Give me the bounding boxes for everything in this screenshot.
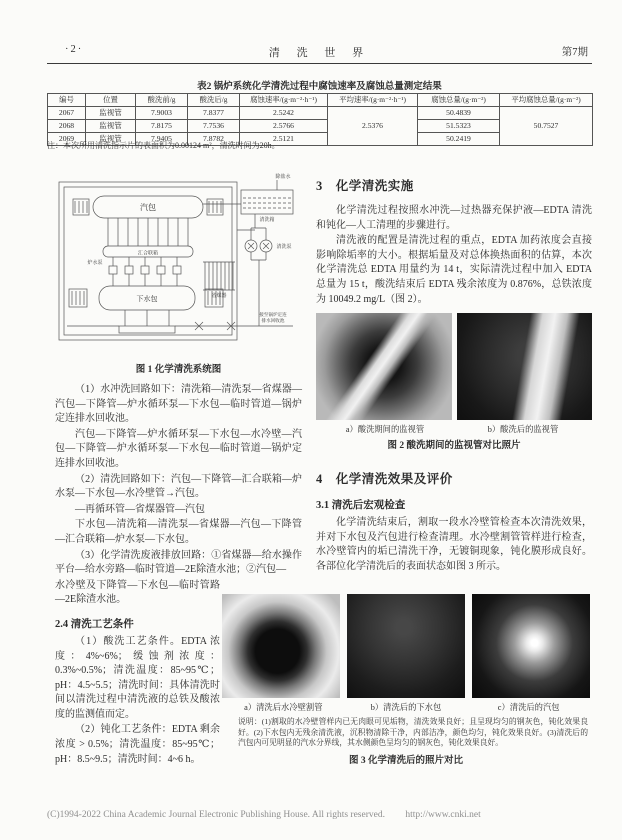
col-header: 腐蚀总量/(g·m⁻²) xyxy=(418,94,500,107)
cell-rate: 2.5766 xyxy=(240,120,328,133)
col-header: 编号 xyxy=(48,94,86,107)
cell-position: 监视管 xyxy=(86,107,136,120)
figure2-caption: 图 2 酸洗期间的监视管对比照片 xyxy=(387,441,521,452)
corrosion-table xyxy=(47,93,592,146)
cell-total: 50.2419 xyxy=(418,133,500,146)
photo-waterwall-tube-after-cleaning xyxy=(222,594,340,698)
page-number: ·2· xyxy=(65,44,84,55)
right-column xyxy=(316,170,592,576)
cell-avg-total: 50.7527 xyxy=(500,107,593,146)
col-header: 平均腐蚀总量/(g·m⁻²) xyxy=(500,94,593,107)
photo-steam-drum-after-cleaning xyxy=(472,594,590,698)
cell-position: 监视管 xyxy=(86,133,136,146)
figure1-caption: 图 1 化学清洗系统图 xyxy=(135,365,222,375)
cell-before: 7.9003 xyxy=(136,107,188,120)
cleaning-system-diagram xyxy=(55,168,302,356)
col-header: 酸洗前/g xyxy=(136,94,188,107)
section-3-heading: 3 化学清洗实施 xyxy=(316,179,414,193)
figure3-caption: 图 3 化学清洗后的照片对比 xyxy=(348,755,463,766)
cell-avg-rate: 2.5376 xyxy=(328,107,418,146)
figure3-subcaption-a: a）清洗后水冷壁割管 xyxy=(244,703,323,712)
figure2-subcaptions xyxy=(316,423,592,435)
section-3-1-heading: 3.1 清洗后宏观检查 xyxy=(316,500,406,512)
figure2-photos xyxy=(316,313,592,420)
left-column-narrow xyxy=(55,579,220,768)
table-note: 注：本次所用清洗指示片的表面积为0.00124 m²，清洗时间为20h。 xyxy=(47,141,280,150)
paragraph-acid-conditions: （1）酸洗工艺条件。EDTA 浓度：4%~6%；缓蚀剂浓度：0.3%~0.5%；清洗温度：85~95℃；pH：4.5~5.5；清洗时间：具体清洗时间以清洗过程中清洗液的总铁及酸浓度的监测值而定。 xyxy=(55,635,220,720)
journal-title: 清 洗 世 界 xyxy=(268,47,371,59)
diagram-label-drum: 汽包 xyxy=(140,203,156,212)
cell-after: 7.8377 xyxy=(188,107,240,120)
diagram-label-outlet2: 排水回收池 xyxy=(261,318,285,323)
col-header: 酸洗后/g xyxy=(188,94,240,107)
col-header: 位置 xyxy=(86,94,136,107)
corrosion-results-table xyxy=(47,93,593,146)
diagram-label-clean-pump: 清洗泵 xyxy=(276,244,292,250)
cell-before: 7.9405 xyxy=(136,133,188,146)
copyright-text: (C)1994-2022 China Academic Journal Electronic Publishing House. All rights reserved. xyxy=(47,810,385,820)
paragraph-passivation-conditions: （2）钝化工艺条件：EDTA 剩余浓度 > 0.5%；清洗温度：85~95℃；pH：8.5~9.5；清洗时间：4~6 h。 xyxy=(55,724,220,765)
cell-id: 2068 xyxy=(48,120,86,133)
cell-id: 2069 xyxy=(48,133,86,146)
diagram-label-demin-water: 除盐水 xyxy=(275,174,291,180)
figure2-subcaption-a: a）酸洗期间的监视管 xyxy=(345,425,425,435)
paragraph-recirc-line: —再循环管—省煤器管—汽包 xyxy=(75,503,205,515)
figure3-block xyxy=(222,594,590,774)
cnki-url: http://www.cnki.net xyxy=(405,810,481,820)
figure3-subcaption-c: c）清洗后的汽包 xyxy=(497,703,560,712)
cell-after: 7.7536 xyxy=(188,120,240,133)
paragraph-macro-inspection: 化学清洗结束后，割取一段水冷壁管检查本次清洗效果，并对下水包及汽包进行检查清理。水冷壁割管管样进行检查，水冷壁管内的垢已清洗干净，无镀铜现象，钝化膜形成良好。各部位化学清洗后的表面状态如图 3 所示。 xyxy=(316,517,592,572)
figure3-photos xyxy=(222,594,590,698)
cell-before: 7.8175 xyxy=(136,120,188,133)
col-header: 腐蚀速率/(g·m⁻²·h⁻¹) xyxy=(240,94,328,107)
diagram-label-boiler-pump: 炉水泵 xyxy=(87,260,103,266)
page-footer xyxy=(47,810,592,820)
table-header-row xyxy=(48,94,593,107)
figure1-diagram xyxy=(55,168,302,356)
diagram-label-tank: 清洗箱 xyxy=(259,217,275,223)
paragraph-waste-circuit: （3）化学清洗废液排放回路：①省煤器—给水操作平台—给水旁路—临时管道—2E除渣水池；②汽包— xyxy=(55,549,302,576)
paragraph-clean-circuit: （2）清洗回路如下：汽包—下降管—汇合联箱—炉水泵—下水包—水冷壁管→汽包。 xyxy=(55,473,302,500)
header-rule xyxy=(47,63,592,64)
photo-monitor-tube-during-pickling xyxy=(316,313,452,420)
paragraph-edta-dosing: 清洗液的配置是清洗过程的重点，EDTA 加药浓度会直接影响除垢率的大小。根据垢量及对总体换热面积的估算，本次化学清洗总 EDTA 用量约为 14 t，实际清洗过程中加入 EDTA 总量为 15 t，酸洗结束后 EDTA 残余浓度为 0.876%，总铁浓度为 10049.2 mg/L（图 2）。 xyxy=(316,235,592,305)
diagram-label-lower-drum: 下水包 xyxy=(136,296,158,303)
diagram-label-mix-header: 汇合联箱 xyxy=(137,250,159,257)
figure2-subcaption-b: b）酸洗后的监视管 xyxy=(487,425,559,435)
table-row xyxy=(48,107,593,120)
cell-rate: 2.5242 xyxy=(240,107,328,120)
paragraph-waste-circuit-cont: 水冷壁及下降管—下水包—临时管路—2E除渣水池。 xyxy=(55,579,220,606)
table-title: 表2 锅炉系统化学清洗过程中腐蚀速率及腐蚀总量测定结果 xyxy=(197,82,442,92)
diagram-label-economizer: 省煤器 xyxy=(211,293,227,299)
paragraph-clean-circuit-2: 下水包—清洗箱—清洗泵—省煤器—汽包—下降管—汇合联箱—炉水泵—下水包。 xyxy=(55,519,302,545)
page-header xyxy=(47,44,592,60)
diagram-label-outlet1: 接至锅炉定连 xyxy=(259,312,287,317)
issue-number: 第7期 xyxy=(561,47,588,58)
paragraph-flush-circuit-1: （1）水冲洗回路如下：清洗箱—清洗泵—省煤器—汽包—下降管—炉水循环泵—下水包—临时管道—锅炉定连排水回收池。 xyxy=(55,384,302,425)
figure3-subcaption-b: b）清洗后的下水包 xyxy=(370,703,442,712)
cell-position: 监视管 xyxy=(86,120,136,133)
figure3-subcaptions xyxy=(222,701,590,713)
cell-id: 2067 xyxy=(48,107,86,120)
paragraph-procedure: 化学清洗过程按照水冲洗—过热器充保护液—EDTA 清洗和钝化—人工清理的步骤进行。 xyxy=(316,205,592,231)
section-2-4-heading: 2.4 清洗工艺条件 xyxy=(55,618,134,630)
col-header: 平均速率/(g·m⁻²·h⁻¹) xyxy=(328,94,418,107)
cell-rate: 2.5121 xyxy=(240,133,328,146)
paragraph-flush-circuit-2: 汽包—下降管—炉水循环泵—下水包—水冷壁—汽包—下降管—炉水循环泵—下水包—临时管道—锅炉定连排水回收池。 xyxy=(55,428,302,469)
photo-monitor-tube-after-pickling xyxy=(457,313,593,420)
cell-total: 50.4839 xyxy=(418,107,500,120)
cell-total: 51.5323 xyxy=(418,120,500,133)
section-4-heading: 4 化学清洗效果及评价 xyxy=(316,472,453,487)
figure3-note: 说明：(1)割取的水冷壁管样内已无肉眼可见垢物，清洗效果良好；且呈现均匀的钢灰色，钝化效果良好。(2)下水包内无残余清洗液，沉积物清除干净，内部洁净，颜色均匀，钝化效果良好。(3)清洗后的汽包内可见明显的汽水分界线，其水侧颜色呈均匀的钢灰色，钝化效果良好。 xyxy=(238,717,588,747)
cell-after: 7.8782 xyxy=(188,133,240,146)
photo-lower-drum-after-cleaning xyxy=(347,594,465,698)
